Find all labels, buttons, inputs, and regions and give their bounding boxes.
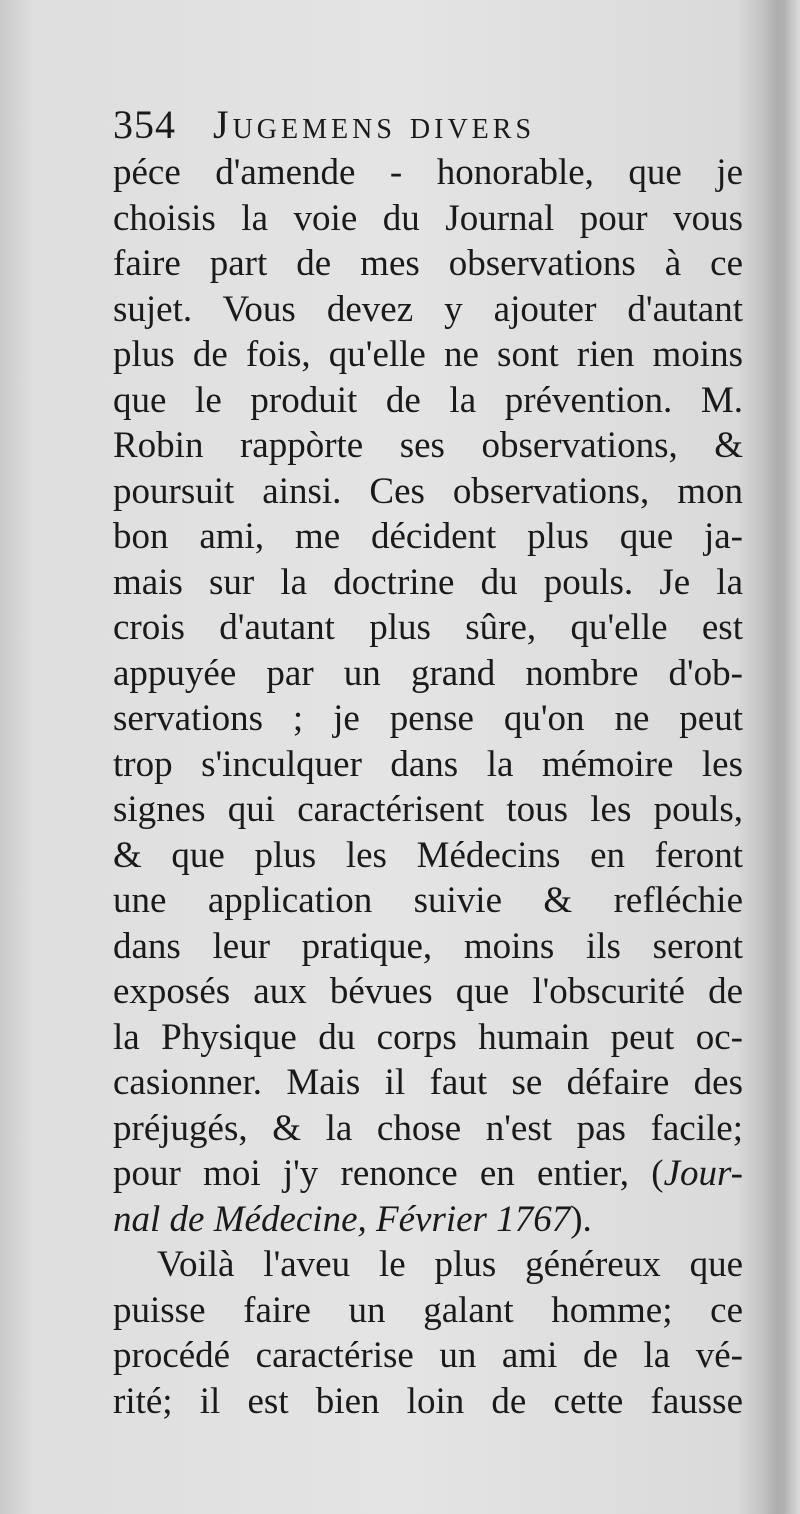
text-line: puisse faire un galant homme; ce bbox=[113, 1289, 743, 1331]
text-line: Robin rappòrte ses observations, & bbox=[113, 425, 743, 466]
text-line: signes qui caractérisent tous les pouls, bbox=[113, 789, 743, 830]
text-line: plus de fois, qu'elle ne sont rien moins bbox=[113, 334, 743, 375]
text-line: & que plus les Médecins en feront bbox=[113, 834, 743, 876]
running-head bbox=[113, 100, 743, 150]
text-line: choisis la voie du Journal pour vous bbox=[113, 197, 743, 239]
text-line: trop s'inculquer dans la mémoire les bbox=[113, 743, 743, 785]
citation-italic: Jour- bbox=[663, 1153, 743, 1194]
text-line: que le produit de la prévention. M. bbox=[113, 379, 743, 421]
text-line: pour moi j'y renonce en entier, (Jour- bbox=[113, 1153, 743, 1194]
text-line: appuyée par un grand nombre d'ob- bbox=[113, 652, 743, 694]
text-line: dans leur pratique, moins ils seront bbox=[113, 925, 743, 967]
text-line: rité; il est bien loin de cette fausse bbox=[113, 1380, 743, 1422]
text-line: crois d'autant plus sûre, qu'elle est bbox=[113, 607, 743, 648]
body-text bbox=[113, 150, 743, 1424]
text-line: faire part de mes observations à ce bbox=[113, 243, 743, 284]
text-line: exposés aux bévues que l'obscurité de bbox=[113, 971, 743, 1012]
text-line: mais sur la doctrine du pouls. Je la bbox=[113, 561, 743, 603]
text-line: une application suivie & refléchie bbox=[113, 880, 743, 921]
citation-italic: nal de Médecine, Février 1767 bbox=[113, 1198, 571, 1240]
text-line: servations ; je pense qu'on ne peut bbox=[113, 698, 743, 739]
page-edge-shadow bbox=[760, 0, 800, 1514]
text-line: la Physique du corps humain peut oc- bbox=[113, 1016, 743, 1058]
text-line: nal de Médecine, Février 1767). bbox=[113, 1198, 592, 1240]
page-number: 354 bbox=[113, 102, 176, 147]
text-line: procédé caractérise un ami de la vé- bbox=[113, 1335, 743, 1376]
text-line: préjugés, & la chose n'est pas facile; bbox=[113, 1107, 743, 1149]
text-line: casionner. Mais il faut se défaire des bbox=[113, 1062, 743, 1103]
text-line: poursuit ainsi. Ces observations, mon bbox=[113, 470, 743, 512]
text-line: péce d'amende - honorable, que je bbox=[113, 152, 743, 193]
text-line: bon ami, me décident plus que ja- bbox=[113, 516, 743, 557]
text-line: sujet. Vous devez y ajouter d'autant bbox=[113, 288, 743, 330]
paragraph-start-line: Voilà l'aveu le plus généreux que bbox=[157, 1244, 743, 1285]
running-title: Jugemens divers bbox=[213, 102, 536, 147]
